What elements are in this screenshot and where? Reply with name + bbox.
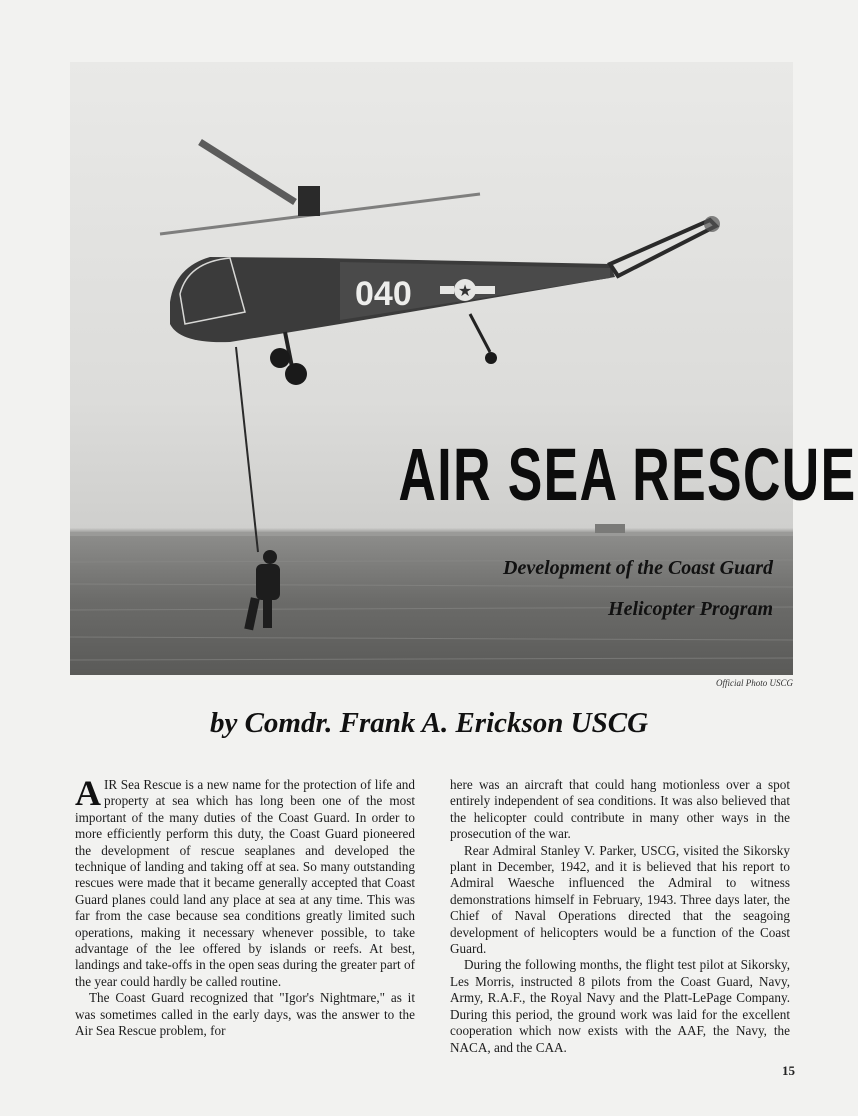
horizon-line [70, 532, 793, 536]
paragraph [75, 773, 415, 990]
photo-credit: Official Photo USCG [716, 678, 793, 688]
fuselage-number: 040 [355, 275, 412, 313]
author-byline: by Comdr. Frank A. Erickson USCG [209, 707, 649, 739]
paragraph: Rear Admiral Stanley V. Parker, USCG, visited the Sikorsky plant in December, 1942, and it is believed that his report to Admiral Waesche influenced the Admiral to witness demonstrations himself in February, 1943. Three days later, the Chief of Naval Operations directed that the seagoing development of helicopters would be a function of the Coast Guard. [450, 842, 790, 957]
article-title: AIR SEA RESCUE [398, 433, 857, 516]
helicopter-illustration [70, 62, 857, 675]
paragraph: The Coast Guard recognized that "Igor's Nightmare," as it was sometimes called in the early days, was the answer to the Air Sea Rescue problem, for [75, 990, 415, 1039]
distant-building [595, 524, 625, 533]
rescue-cable [236, 347, 258, 552]
right-text-column [450, 777, 790, 1056]
article-subtitle-line1: Development of the Coast Guard [503, 557, 773, 579]
helicopter-body [170, 216, 720, 385]
main-rotor [160, 142, 480, 234]
page-number: 15 [782, 1063, 795, 1078]
paragraph: here was an aircraft that could hang motionless over a spot entirely independent of sea conditions. It was also believed that the helicopter could contribute in many other ways in the prosecution of the war. [450, 777, 790, 842]
paragraph: During the following months, the flight test pilot at Sikorsky, Les Morris, instructed 8 pilots from the Coast Guard, Navy, Army, R.A.F., the Royal Navy and the Platt-LePage Company. During this period, the ground work was laid for the excellent cooperation which now exists with the AAF, the Navy, the NACA, and the CAA. [450, 957, 790, 1055]
article-subtitle-line2: Helicopter Program [608, 598, 773, 620]
svg-text:★: ★ [457, 281, 473, 300]
helicopter-photo [70, 62, 857, 675]
drop-cap: A [75, 773, 101, 813]
paragraph-text: IR Sea Rescue is a new name for the protection of life and property at sea which has long been one of the most important of the many duties of the Coast Guard. In order to more efficiently perform this duty, the Coast Guard pioneered the development of rescue seaplanes and developed the technique of landing and taking off at sea. So many outstanding rescues were made that it became generally accepted that Coast Guard planes could land any place at sea at any time. This was far from the case because sea conditions greatly limited such operations, making it necessary whenever possible, to take advantage of the lee offered by islands or reefs. At best, landings and take-offs in the open seas during the greater part of the year could hardly be called routine. [75, 777, 415, 989]
rescued-person [244, 550, 280, 630]
left-text-column [75, 773, 415, 1040]
